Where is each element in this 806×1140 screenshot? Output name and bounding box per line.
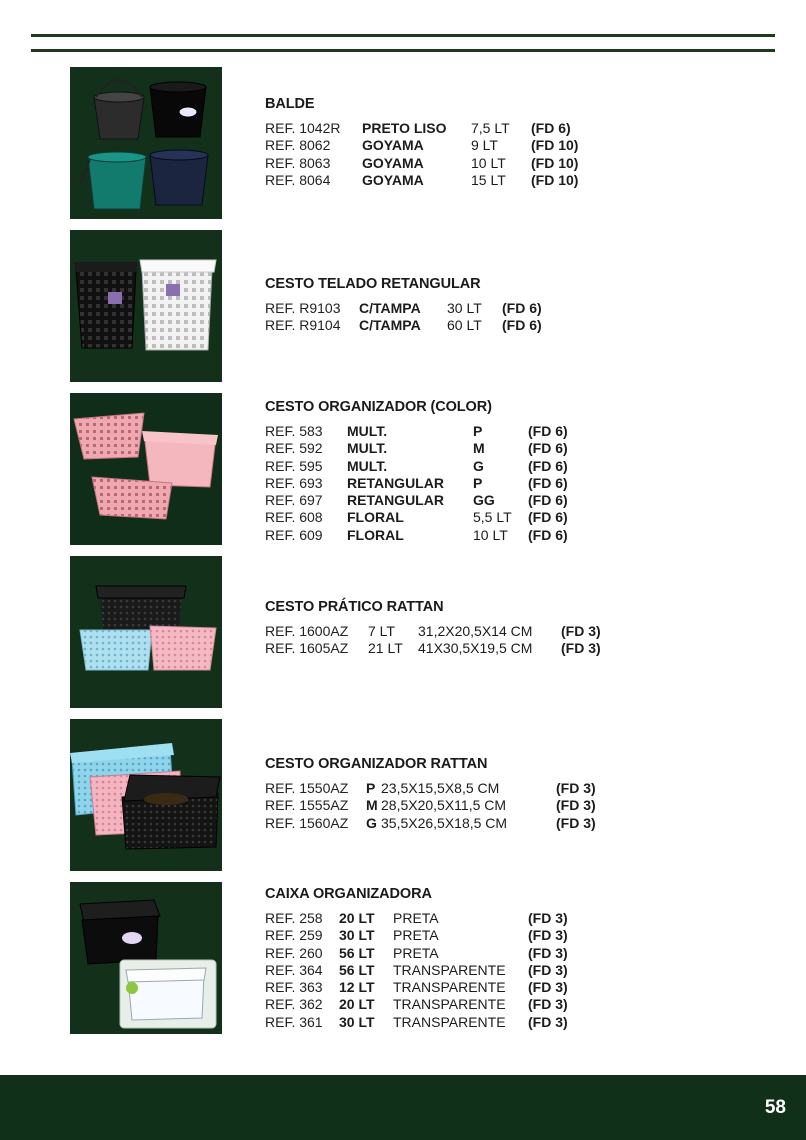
model: FLORAL: [347, 526, 404, 543]
dimensions: 28,5X20,5X11,5 CM: [381, 797, 507, 814]
product-section-cesto-pratico-rattan: [0, 556, 806, 708]
rattan-organizers-photo: [70, 719, 222, 871]
color: TRANSPARENTE: [393, 1013, 506, 1030]
pack-qty: (FD 3): [528, 927, 568, 944]
ref-code: REF. 1560AZ: [265, 814, 349, 831]
ref-code: REF. 595: [265, 457, 323, 474]
capacity: 30 LT: [339, 1013, 375, 1030]
size: P: [473, 423, 483, 439]
capacity: 7 LT: [368, 623, 395, 639]
storage-boxes-photo: [70, 882, 222, 1034]
basket-pink-1: [74, 413, 144, 459]
model: RETANGULAR: [347, 474, 444, 491]
section-title: CESTO ORGANIZADOR (COLOR): [265, 399, 492, 415]
product-info: [265, 399, 568, 544]
bucket-green: [80, 152, 146, 209]
pack-qty: (FD 6): [528, 474, 568, 491]
color: TRANSPARENTE: [393, 979, 506, 996]
ref-code: REF. 693: [265, 474, 323, 491]
pack-qty: (FD 6): [502, 317, 542, 334]
color: TRANSPARENTE: [393, 996, 506, 1013]
rattan-baskets-photo: [70, 556, 222, 708]
section-title: CESTO PRÁTICO RATTAN: [265, 599, 444, 615]
model: C/TAMPA: [359, 317, 421, 334]
product-section-cesto-organizador-color: [0, 393, 806, 545]
ref-code: REF. 362: [265, 996, 323, 1013]
page-number: 58: [764, 1097, 786, 1118]
dimensions: 31,2X20,5X14 CM: [418, 623, 533, 639]
ref-code: REF. 609: [265, 526, 323, 543]
size: G: [473, 457, 484, 474]
pack-qty: (FD 6): [502, 300, 542, 316]
box-transparent: [120, 960, 216, 1028]
ref-code: REF. 361: [265, 1013, 323, 1030]
pack-qty: (FD 3): [556, 814, 596, 831]
pack-qty: (FD 3): [556, 780, 596, 796]
model: MULT.: [347, 423, 388, 439]
model: RETANGULAR: [347, 492, 444, 509]
model: FLORAL: [347, 509, 404, 526]
pack-qty: (FD 6): [531, 120, 571, 136]
pack-qty: (FD 6): [528, 509, 568, 526]
pack-qty: (FD 3): [556, 797, 596, 814]
basket-white: [140, 260, 216, 350]
ref-code: REF. 1555AZ: [265, 797, 349, 814]
ref-code: REF. 8063: [265, 154, 331, 171]
capacity: 10 LT: [471, 154, 506, 171]
pink-baskets-photo: [70, 393, 222, 545]
pack-qty: (FD 3): [528, 944, 568, 961]
capacity: 30 LT: [447, 300, 482, 316]
size: 5,5 LT: [473, 509, 512, 526]
ref-code: REF. R9104: [265, 317, 341, 334]
model: C/TAMPA: [359, 300, 421, 316]
capacity: 30 LT: [339, 927, 375, 944]
ref-code: REF. 608: [265, 509, 323, 526]
pack-qty: (FD 6): [528, 457, 568, 474]
pack-qty: (FD 3): [528, 979, 568, 996]
basket-black: [74, 262, 138, 348]
section-title: CESTO TELADO RETANGULAR: [265, 276, 481, 292]
pack-qty: (FD 3): [528, 996, 568, 1013]
model: MULT.: [347, 440, 388, 457]
pack-qty: (FD 10): [531, 154, 579, 171]
rattan-pink: [150, 626, 216, 670]
capacity: 21 LT: [368, 640, 403, 657]
bucket-black: [150, 82, 206, 137]
laundry-baskets-photo: [70, 230, 222, 382]
bucket-navy: [150, 150, 208, 205]
pack-qty: (FD 3): [528, 961, 568, 978]
capacity: 56 LT: [339, 944, 375, 961]
model: GOYAMA: [362, 137, 424, 154]
ref-code: REF. 363: [265, 979, 323, 996]
ref-code: REF. 260: [265, 944, 323, 961]
size: 10 LT: [473, 526, 508, 543]
dimensions: 35,5X26,5X18,5 CM: [381, 814, 508, 831]
pack-qty: (FD 6): [528, 440, 568, 457]
capacity: 15 LT: [471, 171, 506, 188]
product-info: [265, 276, 542, 335]
size: GG: [473, 492, 495, 509]
capacity: 12 LT: [339, 979, 375, 996]
ref-code: REF. 1605AZ: [265, 640, 349, 657]
bucket-gray: [94, 80, 144, 139]
top-rule: [31, 34, 775, 37]
ref-code: REF. 8064: [265, 171, 331, 188]
organizer-black: [122, 775, 220, 849]
product-info: [265, 886, 568, 1031]
model: MULT.: [347, 457, 388, 474]
section-title: BALDE: [265, 96, 315, 112]
ref-code: REF. 1550AZ: [265, 780, 349, 796]
product-info: [265, 599, 601, 658]
pack-qty: (FD 6): [528, 526, 568, 543]
size: M: [473, 440, 485, 457]
size: G: [366, 814, 377, 831]
pack-qty: (FD 3): [561, 640, 601, 657]
top-rule-secondary: [31, 49, 775, 52]
footer-bar: [0, 1075, 806, 1140]
size: P: [473, 474, 483, 491]
ref-code: REF. 1042R: [265, 120, 341, 136]
basket-pink-3: [92, 477, 172, 519]
ref-code: REF. 697: [265, 492, 323, 509]
capacity: 9 LT: [471, 137, 498, 154]
pack-qty: (FD 10): [531, 171, 579, 188]
capacity: 7,5 LT: [471, 120, 510, 136]
buckets-photo: [70, 67, 222, 219]
product-section-caixa-organizadora: [0, 882, 806, 1034]
model: GOYAMA: [362, 171, 424, 188]
pack-qty: (FD 3): [528, 1013, 568, 1030]
color: TRANSPARENTE: [393, 961, 506, 978]
pack-qty: (FD 6): [528, 492, 568, 509]
pack-qty: (FD 3): [528, 910, 568, 926]
size: P: [366, 780, 376, 796]
ref-code: REF. 592: [265, 440, 323, 457]
ref-code: REF. 364: [265, 961, 323, 978]
ref-code: REF. 259: [265, 927, 323, 944]
dimensions: 41X30,5X19,5 CM: [418, 640, 533, 657]
pack-qty: (FD 10): [531, 137, 579, 154]
ref-code: REF. 8062: [265, 137, 331, 154]
model: PRETO LISO: [362, 120, 447, 136]
box-black: [80, 900, 160, 964]
ref-code: REF. 583: [265, 423, 323, 439]
ref-code: REF. R9103: [265, 300, 341, 316]
section-title: CAIXA ORGANIZADORA: [265, 886, 432, 902]
size: M: [366, 797, 378, 814]
capacity: 20 LT: [339, 996, 375, 1013]
pack-qty: (FD 6): [528, 423, 568, 439]
model: GOYAMA: [362, 154, 424, 171]
ref-code: REF. 258: [265, 910, 323, 926]
capacity: 20 LT: [339, 910, 375, 926]
section-title: CESTO ORGANIZADOR RATTAN: [265, 756, 488, 772]
capacity: 56 LT: [339, 961, 375, 978]
pack-qty: (FD 3): [561, 623, 601, 639]
product-section-balde: [0, 67, 806, 219]
dimensions: 23,5X15,5X8,5 CM: [381, 780, 500, 796]
product-info: [265, 756, 596, 832]
color: PRETA: [393, 944, 439, 961]
product-section-cesto-telado: [0, 230, 806, 382]
product-info: [265, 96, 578, 189]
product-section-cesto-organizador-rattan: [0, 719, 806, 871]
rattan-blue: [80, 630, 152, 670]
ref-code: REF. 1600AZ: [265, 623, 349, 639]
color: PRETA: [393, 927, 439, 944]
capacity: 60 LT: [447, 317, 482, 334]
color: PRETA: [393, 910, 439, 926]
